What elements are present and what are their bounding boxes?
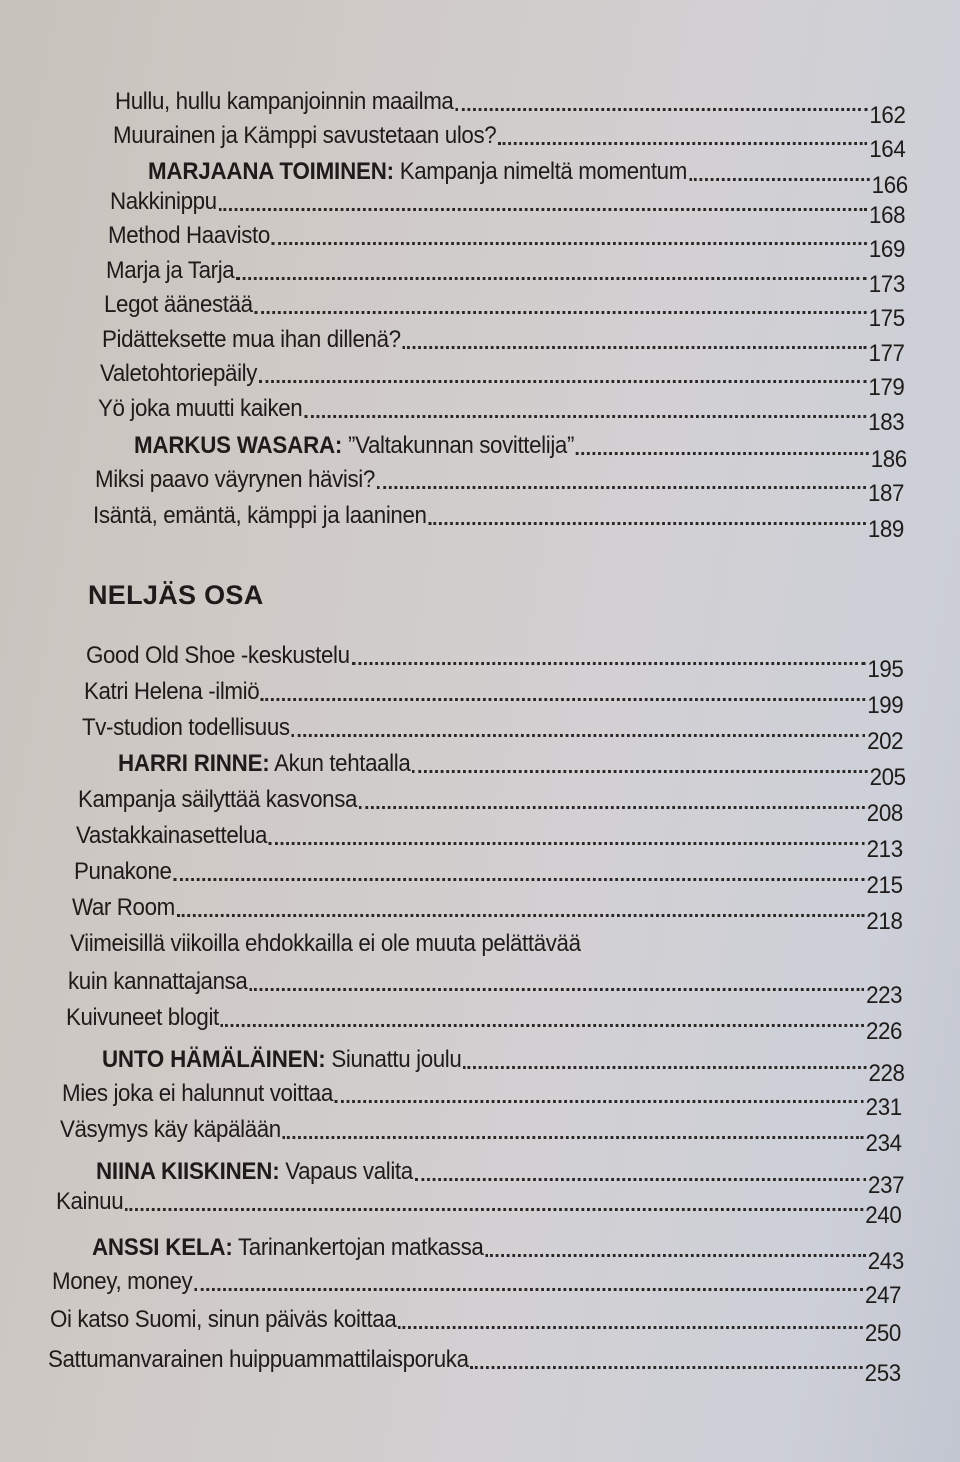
entry-title: Tarinankertojan matkassa bbox=[237, 1234, 484, 1261]
toc-entry bbox=[72, 894, 903, 935]
toc-entry bbox=[62, 1080, 902, 1121]
leader-dots bbox=[576, 452, 869, 455]
leader-dots bbox=[415, 1178, 867, 1181]
page-number: 250 bbox=[864, 1320, 901, 1347]
entry-title: Muurainen ja Kämppi savustetaan ulos? bbox=[113, 122, 497, 149]
toc-entry bbox=[84, 678, 904, 719]
entry-title: Kampanja nimeltä momentum bbox=[399, 158, 687, 185]
page-number: 226 bbox=[865, 1018, 903, 1045]
leader-dots bbox=[249, 988, 864, 991]
page-number: 173 bbox=[868, 271, 905, 298]
leader-dots bbox=[173, 878, 864, 881]
leader-dots bbox=[428, 522, 866, 525]
entry-author: ANSSI KELA: bbox=[92, 1234, 233, 1261]
leader-dots bbox=[304, 415, 866, 418]
entry-title: Vastakkainasettelua bbox=[76, 822, 268, 849]
page-number: 183 bbox=[868, 409, 905, 436]
entry-title: Legot äänestää bbox=[104, 291, 253, 318]
entry-author: NIINA KIISKINEN: bbox=[96, 1158, 280, 1185]
entry-title: Väsymys käy käpälään bbox=[60, 1116, 281, 1143]
page-number: 195 bbox=[867, 656, 904, 683]
entry-title: Valetohtoriepäily bbox=[100, 360, 258, 387]
page-number: 187 bbox=[867, 480, 905, 507]
page-number: 177 bbox=[868, 340, 905, 367]
page-number: 179 bbox=[868, 374, 905, 401]
page-number: 166 bbox=[871, 172, 908, 199]
page-number: 240 bbox=[865, 1202, 902, 1229]
page-number: 213 bbox=[866, 836, 903, 863]
entry-title: ”Valtakunnan sovittelija” bbox=[348, 432, 575, 459]
page-number: 175 bbox=[868, 305, 905, 332]
entry-title: kuin kannattajansa bbox=[68, 968, 248, 995]
page-number: 218 bbox=[866, 908, 903, 935]
leader-dots bbox=[283, 1136, 864, 1139]
entry-title: Tv-studion todellisuus bbox=[82, 714, 290, 741]
toc-entry-author bbox=[102, 1046, 905, 1087]
leader-dots bbox=[261, 698, 865, 701]
entry-title: Siunattu joulu bbox=[331, 1046, 462, 1073]
entry-title: Punakone bbox=[74, 858, 172, 885]
entry-author: MARKUS WASARA: bbox=[134, 432, 343, 459]
page-number: 168 bbox=[869, 202, 906, 229]
toc-entry bbox=[98, 395, 905, 436]
toc-entry bbox=[110, 188, 906, 229]
toc-entry bbox=[76, 822, 903, 863]
toc-entry bbox=[106, 257, 905, 298]
page-number: 243 bbox=[867, 1248, 904, 1275]
leader-dots bbox=[219, 208, 868, 211]
leader-dots bbox=[272, 242, 867, 245]
page-number: 189 bbox=[867, 516, 904, 543]
leader-dots bbox=[485, 1254, 866, 1257]
leader-dots bbox=[403, 346, 867, 349]
toc-entry bbox=[102, 326, 905, 367]
leader-dots bbox=[352, 662, 866, 665]
toc-entry bbox=[48, 1346, 901, 1387]
toc-entry bbox=[66, 1004, 903, 1045]
toc-entry bbox=[52, 1268, 902, 1309]
page-number: 199 bbox=[867, 692, 904, 719]
toc-entry-author bbox=[96, 1158, 905, 1199]
toc-entry bbox=[50, 1306, 901, 1347]
entry-title: Good Old Shoe -keskustelu bbox=[86, 642, 350, 669]
entry-title: Akun tehtaalla bbox=[274, 750, 411, 777]
page-number: 215 bbox=[866, 872, 903, 899]
toc-entry bbox=[56, 1188, 902, 1229]
leader-dots bbox=[463, 1066, 866, 1069]
page-number: 208 bbox=[866, 800, 903, 827]
entry-author: UNTO HÄMÄLÄINEN: bbox=[102, 1046, 326, 1073]
leader-dots bbox=[498, 142, 867, 145]
toc-entry bbox=[100, 360, 905, 401]
entry-title: Hullu, hullu kampanjoinnin maailma bbox=[115, 88, 454, 115]
toc-entry-author bbox=[134, 432, 907, 473]
leader-dots bbox=[194, 1288, 863, 1291]
leader-dots bbox=[377, 486, 866, 489]
toc-entry-author bbox=[118, 750, 906, 791]
toc-entry bbox=[68, 968, 903, 1009]
leader-dots bbox=[470, 1366, 862, 1369]
entry-title: Marja ja Tarja bbox=[106, 257, 235, 284]
toc-entry-author bbox=[148, 158, 908, 199]
toc-entry bbox=[95, 466, 905, 507]
page-number: 205 bbox=[869, 764, 906, 791]
leader-dots bbox=[335, 1100, 864, 1103]
leader-dots bbox=[259, 380, 867, 383]
page-number: 234 bbox=[865, 1130, 902, 1157]
toc-entry bbox=[115, 88, 906, 129]
toc-entry bbox=[82, 714, 904, 755]
section-heading: NELJÄS OSA bbox=[88, 580, 264, 610]
toc-entry bbox=[78, 786, 903, 827]
entry-title: Method Haavisto bbox=[108, 222, 270, 249]
page-number: 253 bbox=[864, 1360, 901, 1387]
toc-entry bbox=[74, 858, 903, 899]
page-number: 186 bbox=[870, 446, 907, 473]
leader-dots bbox=[177, 914, 865, 917]
entry-title: Yö joka muutti kaiken bbox=[98, 395, 303, 422]
entry-title: Nakkinippu bbox=[110, 188, 217, 215]
leader-dots bbox=[221, 1024, 864, 1027]
entry-title: Kainuu bbox=[56, 1188, 124, 1215]
entry-title: Pidätteksette mua ihan dillenä? bbox=[102, 326, 401, 353]
leader-dots bbox=[269, 842, 865, 845]
entry-title: Isäntä, emäntä, kämppi ja laaninen bbox=[93, 502, 427, 529]
leader-dots bbox=[455, 108, 867, 111]
entry-title-line1: Viimeisillä viikoilla ehdokkailla ei ole muuta pelättävää bbox=[70, 930, 581, 957]
leader-dots bbox=[412, 770, 867, 773]
toc-entry bbox=[108, 222, 906, 263]
page-number: 228 bbox=[868, 1060, 905, 1087]
leader-dots bbox=[689, 178, 870, 181]
entry-title: War Room bbox=[72, 894, 175, 921]
page-number: 247 bbox=[864, 1282, 902, 1309]
entry-author: MARJAANA TOIMINEN: bbox=[148, 158, 394, 185]
entry-title: Vapaus valita bbox=[285, 1158, 413, 1185]
leader-dots bbox=[398, 1326, 863, 1329]
entry-author: HARRI RINNE: bbox=[118, 750, 270, 777]
toc-entry bbox=[113, 122, 906, 163]
entry-title: Miksi paavo väyrynen hävisi? bbox=[95, 466, 375, 493]
entry-title: Katri Helena -ilmiö bbox=[84, 678, 260, 705]
entry-title: Kampanja säilyttää kasvonsa bbox=[78, 786, 358, 813]
entry-title: Money, money bbox=[52, 1268, 193, 1295]
entry-title: Oi katso Suomi, sinun päiväs koittaa bbox=[50, 1306, 397, 1333]
page-number: 202 bbox=[867, 728, 904, 755]
toc-entry bbox=[104, 291, 905, 332]
toc-entry bbox=[93, 502, 904, 543]
page-number: 231 bbox=[865, 1094, 902, 1121]
toc-entry-author bbox=[92, 1234, 904, 1275]
leader-dots bbox=[125, 1208, 863, 1211]
entry-title: Sattumanvarainen huippuammattilaisporuka bbox=[48, 1346, 469, 1373]
entry-title: Kuivuneet blogit bbox=[66, 1004, 219, 1031]
toc-entry bbox=[60, 1116, 902, 1157]
leader-dots bbox=[236, 277, 867, 280]
leader-dots bbox=[255, 311, 867, 314]
page-number: 164 bbox=[869, 136, 906, 163]
toc-entry bbox=[86, 642, 904, 683]
page-number: 223 bbox=[866, 982, 903, 1009]
page-number: 162 bbox=[869, 102, 906, 129]
entry-title: Mies joka ei halunnut voittaa bbox=[62, 1080, 333, 1107]
leader-dots bbox=[292, 734, 866, 737]
page-number: 237 bbox=[868, 1172, 905, 1199]
leader-dots bbox=[359, 806, 865, 809]
page-number: 169 bbox=[868, 236, 906, 263]
